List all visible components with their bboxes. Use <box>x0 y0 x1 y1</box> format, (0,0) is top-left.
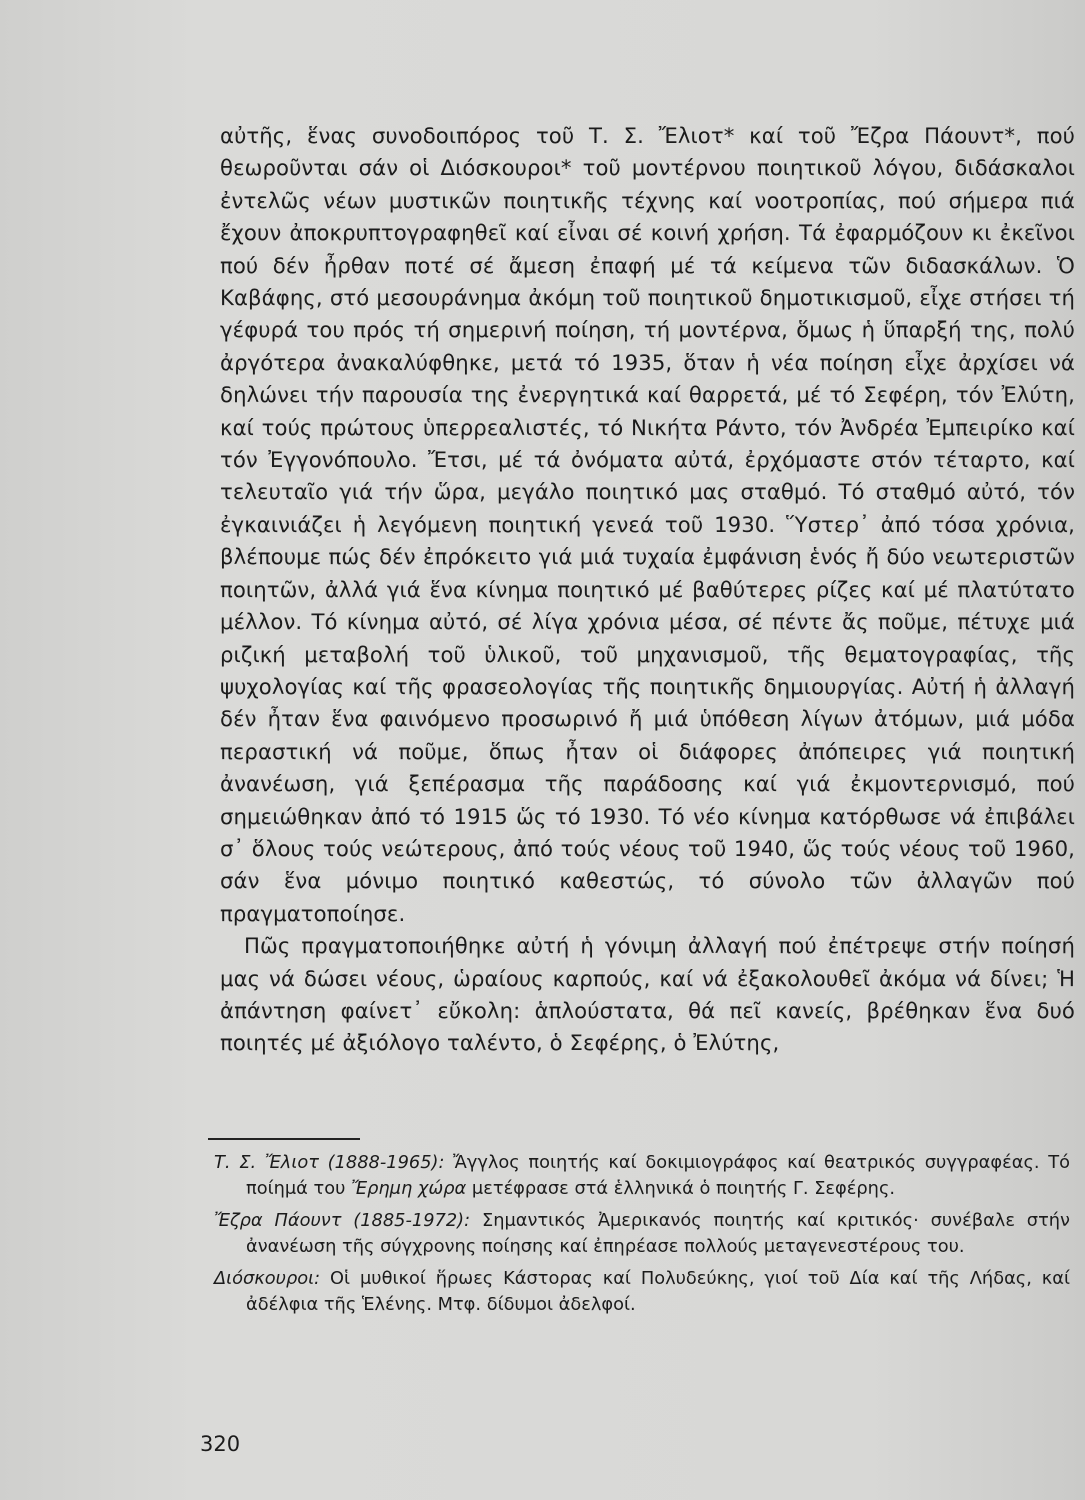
footnote-pound <box>214 1208 1070 1261</box>
footnote-term: Ἔζρα Πάουντ (1885-1972): <box>214 1209 471 1231</box>
page-number: 320 <box>200 1432 241 1456</box>
body-paragraph-2: Πῶς πραγματοποιήθηκε αὐτή ἡ γόνιμη ἀλλαγή πού ἐπέτρεψε στήν ποίησή μας νά δώσει νέους, ὡραίους καρπούς, καί νά ἐξακολουθεῖ ἀκόμα νά δίνει; Ἡ ἀπάντηση φαίνετ᾽ εὔκολη: ἁπλούστατα, θά πεῖ κανείς, βρέθηκαν ἕνα δυό ποιητές μέ ἀξιόλογο ταλέντο, ὁ Σεφέρης, ὁ Ἐλύτης, <box>220 933 1075 1056</box>
footnote-work-title: Ἔρημη χώρα <box>351 1178 467 1200</box>
footnote-text: Σημαντικός Ἀμερικανός ποιητής καί κριτικός· συνέβαλε στήν ἀνανέωση τῆς σύγχρονης ποίησης καί ἐπηρέασε πολλούς μεταγενεστέρους του. <box>246 1209 1070 1258</box>
footnote-term: Τ. Σ. Ἔλιοτ (1888-1965): <box>214 1152 445 1173</box>
main-text <box>220 120 1075 1060</box>
footnote-dioscuri <box>214 1266 1070 1319</box>
footnote-separator <box>208 1138 360 1140</box>
footnote-text: Ἄγγλος ποιητής καί δοκιμιογράφος καί θεατρικός συγγραφέας. Τό ποίημά του <box>246 1152 1070 1200</box>
footnote-text: μετέφρασε στά ἑλληνικά ὁ ποιητής Γ. Σεφέρης. <box>466 1178 896 1200</box>
body-paragraph-1: αὐτῆς, ἕνας συνοδοιπόρος τοῦ Τ. Σ. Ἔλιοτ* καί τοῦ Ἔζρα Πάουντ*, πού θεωροῦνται σάν οἱ Διόσκουροι* τοῦ μοντέρνου ποιητικοῦ λόγου, διδάσκαλοι ἐντελῶς νέων μυστικῶν ποιητικῆς τέχνης καί νοοτροπίας, πού σήμερα πιά ἔχουν ἀποκρυπτογραφηθεῖ καί εἶναι σέ κοινή χρήση. Τά ἐφαρμόζουν κι ἐκεῖνοι πού δέν ἦρθαν ποτέ σέ ἄμεση ἐπαφή μέ τά κείμενα τῶν διδασκάλων. Ὁ Καβάφης, στό μεσουράνημα ἀκόμη τοῦ ποιητικοῦ δημοτικισμοῦ, εἶχε στήσει τή γέφυρά του πρός τή σημερινή ποίηση, τή μοντέρνα, ὅμως ἡ ὕπαρξή της, πολύ ἀργότερα ἀνακαλύφθηκε, μετά τό 1935, ὅταν ἡ νέα ποίηση εἶχε ἀρχίσει νά δηλώνει τήν παρουσία της ἐνεργητικά καί θαρρετά, μέ τό Σεφέρη, τόν Ἐλύτη, καί τούς πρώτους ὑπερρεαλιστές, τό Νικήτα Ράντο, τόν Ἀνδρέα Ἐμπειρίκο καί τόν Ἐγγονόπουλο. Ἔτσι, μέ τά ὀνόματα αὐτά, ἐρχόμαστε στόν τέταρτο, καί τελευταῖο γιά τήν ὥρα, μεγάλο ποιητικό μας σταθμό. Τό σταθμό αὐτό, τόν ἐγκαινιάζει ἡ λεγόμενη ποιητική γενεά τοῦ 1930. Ὕστερ᾽ ἀπό τόσα χρόνια, βλέπουμε πώς δέν ἐπρόκειτο γιά μιά τυχαία ἐμφάνιση ἑνός ἤ δύο νεωτεριστῶν ποιητῶν, ἀλλά γιά ἕνα κίνημα ποιητικό μέ βαθύτερες ρίζες καί μέ πλατύτατο μέλλον. Τό κίνημα αὐτό, σέ λίγα χρόνια μέσα, σέ πέντε ἄς ποῦμε, πέτυχε μιά ριζική μεταβολή τοῦ ὑλικοῦ, τοῦ μηχανισμοῦ, τῆς θεματογραφίας, τῆς ψυχολογίας καί τῆς φρασεολογίας τῆς ποιητικῆς δημιουργίας. Αὐτή ἡ ἀλλαγή δέν ἦταν ἕνα φαινόμενο προσωρινό ἤ μιά ὑπόθεση λίγων ἀτόμων, μιά μόδα περαστική νά ποῦμε, ὅπως ἦταν οἱ διάφορες ἀπόπειρες γιά ποιητική ἀνανέωση, γιά ξεπέρασμα τῆς παράδοσης καί γιά ἐκμοντερνισμό, πού σημειώθηκαν ἀπό τό 1915 ὥς τό 1930. Τό νέο κίνημα κατόρθωσε νά ἐπιβάλει σ᾽ ὅλους τούς νεώτερους, ἀπό τούς νέους τοῦ 1940, ὥς τούς νέους τοῦ 1960, σάν ἕνα μόνιμο ποιητικό καθεστώς, τό σύνολο τῶν ἀλλαγῶν πού πραγματοποίησε. <box>220 123 1075 926</box>
footnote-text: Οἱ μυθικοί ἥρωες Κάστορας καί Πολυδεύκης, γιοί τοῦ Δία καί τῆς Λήδας, καί ἀδέλφια τῆς Ἑλένης. Μτφ. δίδυμοι ἀδελφοί. <box>246 1267 1070 1316</box>
footnote-term: Διόσκουροι: <box>214 1267 321 1289</box>
footnotes <box>214 1150 1070 1323</box>
footnote-eliot <box>214 1150 1070 1203</box>
